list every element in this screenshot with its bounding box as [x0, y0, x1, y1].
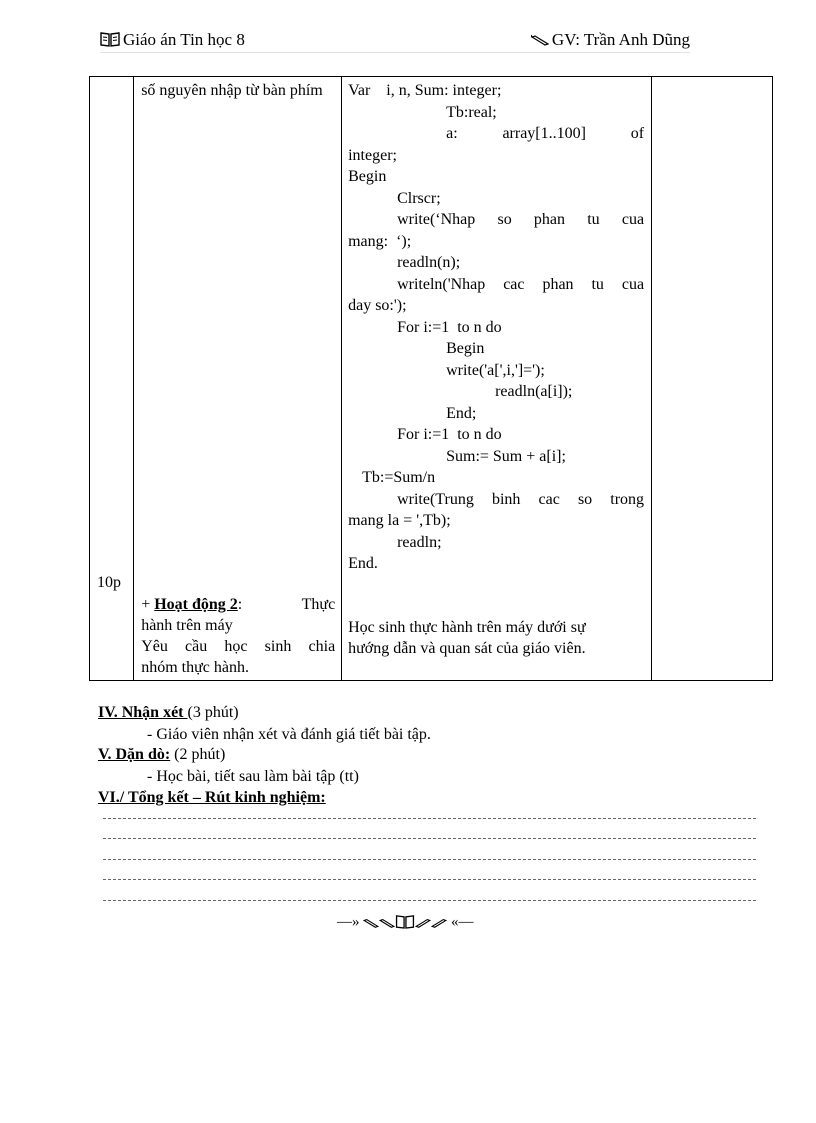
student-cell — [342, 77, 652, 681]
header-left — [100, 30, 245, 50]
pen-icon — [379, 914, 395, 930]
section-4-title: IV. Nhận xét — [98, 704, 188, 721]
book-icon — [100, 30, 120, 50]
section-6-heading — [98, 789, 758, 807]
section-6-title: VI./ Tổng kết – Rút kinh nghiệm: — [98, 789, 326, 806]
note-line — [103, 818, 756, 819]
section-5-body: - Học bài, tiết sau làm bài tập (tt) — [147, 768, 359, 785]
section-4-body: - Giáo viên nhận xét và đánh giá tiết bài tập. — [147, 726, 431, 743]
activity-2-title: Hoạt động 2 — [154, 596, 238, 613]
table-row — [90, 77, 773, 681]
end-ornament: —» «— — [337, 914, 474, 930]
activity-2: + Hoạt động 2: Thực hành trên máy Yêu cầu học sinh chia nhóm thực hành. — [141, 596, 336, 676]
time-label: 10p — [97, 574, 121, 591]
header-right — [531, 30, 690, 50]
section-5-heading: V. Dặn dò: (2 phút) — [98, 746, 226, 763]
section-5-title: V. Dặn dò: — [98, 746, 171, 763]
note-line — [103, 879, 756, 880]
section-4-heading: IV. Nhận xét (3 phút) — [98, 704, 239, 721]
page-header — [100, 30, 690, 53]
note-line — [103, 838, 756, 839]
pascal-code: Var i, n, Sum: integer; Tb:real; a: array[1..100] of integer; Begin Clrscr; write(‘Nhap so phan tu cua mang: ‘); readln(n); writeln('Nhap cac phan tu cua day so:'); For i:=1 to n do Begin write('a[',i,']='); readln(a[i]); End; For i:=1 to n do Sum:= Sum + a[i]; Tb:=Sum/n write(Trung binh cac so trong mang la = ',Tb); readln; End. — [348, 82, 645, 572]
activity-1-text: số nguyên nhập từ bàn phím — [141, 82, 323, 99]
header-course-title: Giáo án Tin học 8 — [123, 30, 245, 49]
pen-icon — [531, 30, 549, 50]
note-line — [103, 900, 756, 901]
notes-cell — [652, 77, 773, 681]
student-response: Học sinh thực hành trên máy dưới sự hướng dẫn và quan sát của giáo viên. — [348, 619, 586, 657]
pen-icon — [415, 914, 431, 930]
book-icon — [395, 914, 415, 930]
pen-icon — [363, 914, 379, 930]
header-teacher: GV: Trần Anh Dũng — [551, 30, 690, 49]
time-cell — [90, 77, 134, 681]
note-line — [103, 859, 756, 860]
pen-icon — [431, 914, 447, 930]
activity-cell — [134, 77, 342, 681]
lesson-table — [89, 76, 773, 681]
